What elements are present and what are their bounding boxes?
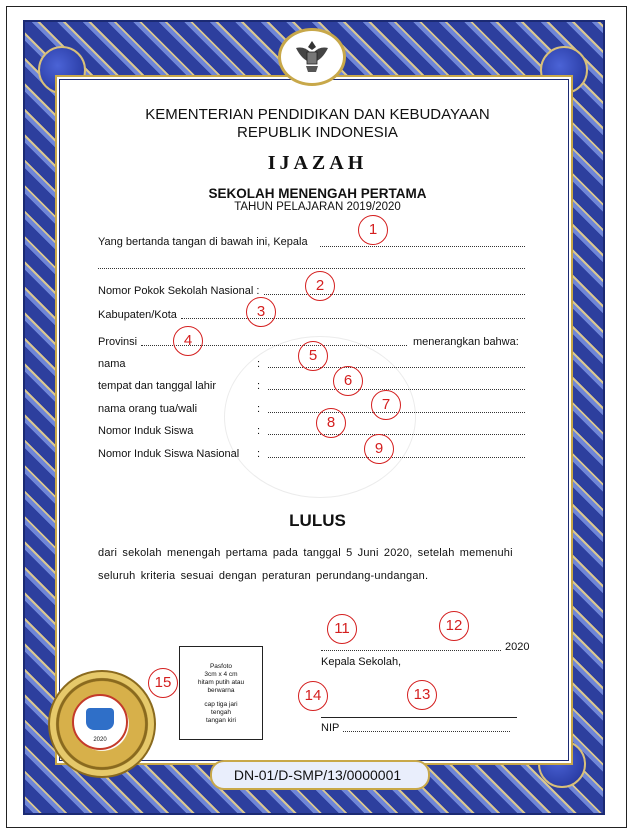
nip-label: NIP	[321, 722, 340, 734]
school-name-dotted-line	[98, 268, 525, 269]
parent-label: nama orang tua/wali	[98, 403, 198, 415]
nisn-label: Nomor Induk Siswa Nasional	[98, 448, 240, 460]
marker-2: 2	[305, 271, 335, 301]
fingerprint-line-1: cap tiga jari	[204, 701, 238, 708]
marker-9: 9	[364, 434, 394, 464]
birth-label: tempat dan tanggal lahir	[98, 380, 217, 392]
marker-15: 15	[148, 668, 178, 698]
serial-number: DN-01/D-SMP/13/0000001	[233, 767, 402, 783]
photo-color-line: hitam putih atau	[197, 679, 245, 686]
name-colon: :	[257, 358, 261, 370]
principal-title: Kepala Sekolah,	[321, 656, 402, 668]
photo-placeholder	[179, 646, 263, 740]
nisn-colon: :	[257, 448, 261, 460]
birth-colon: :	[257, 380, 261, 392]
signatory-dotted-line	[320, 246, 525, 247]
photo-size: 3cm x 4 cm	[204, 671, 238, 678]
name-label: nama	[98, 358, 126, 370]
signature-line	[321, 717, 517, 718]
marker-8: 8	[316, 408, 346, 438]
province-label: Provinsi	[98, 336, 138, 348]
signatory-label: Yang bertanda tangan di bawah ini, Kepala	[98, 236, 308, 248]
fingerprint-line-2: tengah	[211, 709, 231, 716]
marker-4: 4	[173, 326, 203, 356]
statement-line-1: dari sekolah menengah pertama pada tanggal 5 Juni 2020, setelah memenuhi	[98, 547, 513, 559]
marker-6: 6	[333, 366, 363, 396]
ministry-line-1: KEMENTERIAN PENDIDIKAN DAN KEBUDAYAAN	[145, 106, 490, 123]
result-heading: LULUS	[289, 511, 346, 530]
academic-year: TAHUN PELAJARAN 2019/2020	[234, 201, 401, 213]
birth-dotted-line	[268, 389, 525, 390]
school-level: SEKOLAH MENENGAH PERTAMA	[208, 186, 427, 201]
document-title: IJAZAH	[267, 152, 368, 174]
tut-wuri-handayani-logo-icon	[86, 708, 114, 730]
states-that-label: menerangkan bahwa:	[413, 336, 519, 348]
npsn-dotted-line	[264, 294, 525, 295]
garuda-emblem-icon	[278, 28, 346, 86]
photo-label: Pasfoto	[209, 663, 233, 670]
marker-5: 5	[298, 341, 328, 371]
signature-year: 2020	[505, 641, 530, 653]
ministry-heading	[0, 106, 635, 142]
place-date-dotted-line	[321, 650, 501, 651]
ministry-line-2: REPUBLIK INDONESIA	[237, 124, 398, 141]
marker-12: 12	[439, 611, 469, 641]
nis-label: Nomor Induk Siswa	[98, 425, 194, 437]
statement-line-2: seluruh kriteria sesuai dengan peraturan perundang-undangan.	[98, 570, 429, 582]
npsn-label: Nomor Pokok Sekolah Nasional :	[98, 285, 260, 297]
nisn-dotted-line	[268, 457, 525, 458]
nis-dotted-line	[268, 434, 525, 435]
marker-13: 13	[407, 680, 437, 710]
parent-colon: :	[257, 403, 261, 415]
seal-year: 2020	[93, 737, 107, 743]
district-dotted-line	[181, 318, 525, 319]
marker-14: 14	[298, 681, 328, 711]
marker-3: 3	[246, 297, 276, 327]
marker-1: 1	[358, 215, 388, 245]
nip-dotted-line	[343, 731, 510, 732]
marker-7: 7	[371, 390, 401, 420]
photo-color-line-2: berwarna	[207, 687, 235, 694]
marker-11: 11	[327, 614, 357, 644]
district-label: Kabupaten/Kota	[98, 309, 177, 321]
nis-colon: :	[257, 425, 261, 437]
fingerprint-line-3: tangan kiri	[206, 717, 236, 724]
